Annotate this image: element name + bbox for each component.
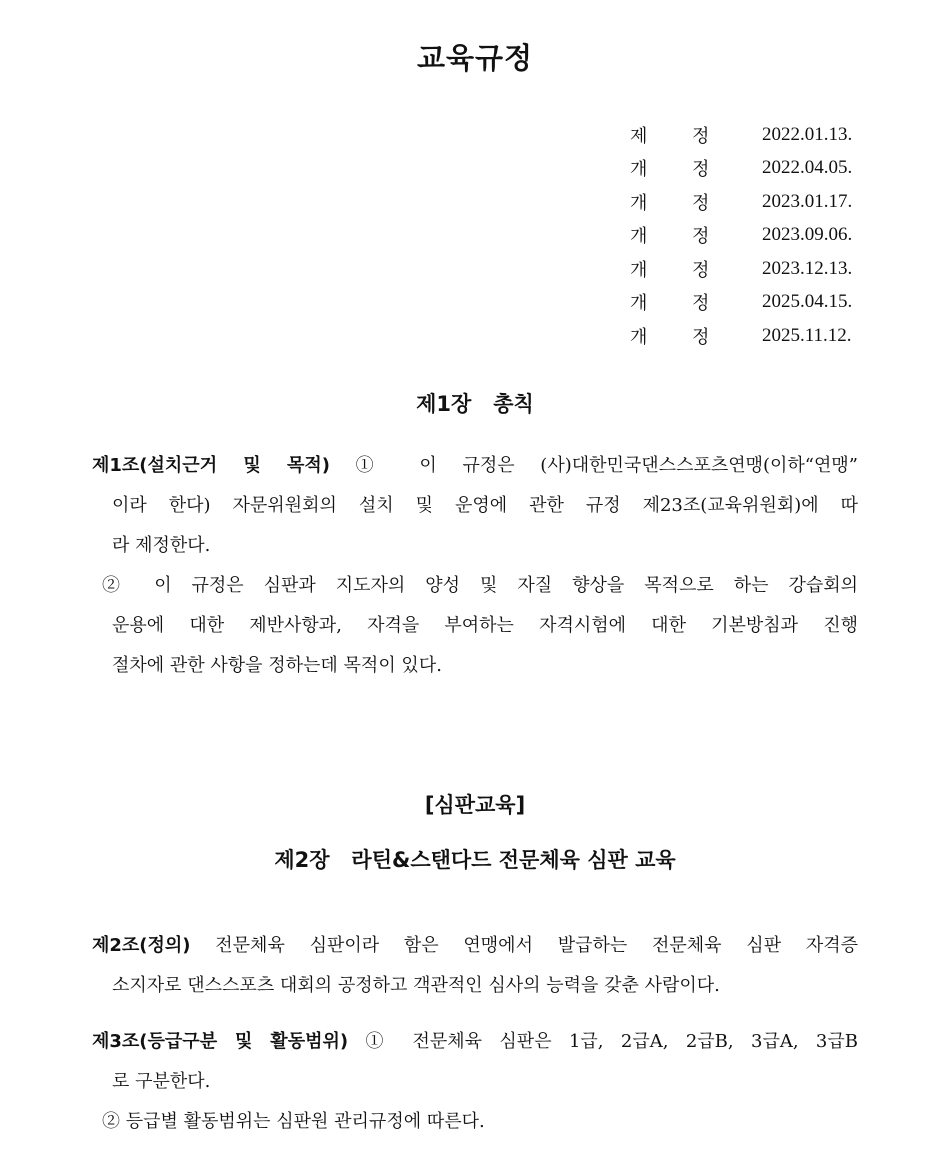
revision-date: 2023.09.06. bbox=[762, 224, 853, 246]
revision-history bbox=[630, 118, 852, 353]
revision-date: 2022.01.13. bbox=[762, 123, 853, 145]
article-1-paragraph-2-line-1: ② 이 규정은 심판과 지도자의 양성 및 자질 향상을 목적으로 하는 강습회의 bbox=[102, 575, 858, 596]
chapter-2-heading: 제2장 라틴&스탠다드 전문체육 심판 교육 bbox=[274, 848, 676, 872]
article-1-paragraph-2-line-2: 운용에 대한 제반사항과, 자격을 부여하는 자격시험에 대한 기본방침과 진행 bbox=[112, 615, 858, 636]
revision-row bbox=[630, 118, 852, 152]
article-1-line-2: 이라 한다) 자문위원회의 설치 및 운영에 관한 규정 제23조(교육위원회)에 따 bbox=[112, 495, 858, 516]
revision-date: 2025.11.12. bbox=[762, 324, 852, 346]
revision-type: 개 정 bbox=[630, 192, 710, 214]
revision-type: 개 정 bbox=[630, 226, 710, 248]
revision-type: 개 정 bbox=[630, 159, 710, 181]
revision-type: 개 정 bbox=[630, 259, 710, 281]
revision-date: 2023.01.17. bbox=[762, 190, 853, 212]
revision-date: 2023.12.13. bbox=[762, 257, 853, 279]
section-judge-label: [심판교육] bbox=[424, 793, 526, 817]
article-3-head: 제3조(등급구분 및 활동범위) bbox=[92, 1031, 349, 1052]
article-2 bbox=[92, 926, 858, 1006]
article-3-paragraph-2-line-1: ② 등급별 활동범위는 심판원 관리규정에 따른다. bbox=[102, 1111, 485, 1132]
revision-row bbox=[630, 185, 852, 219]
revision-row bbox=[630, 152, 852, 186]
article-1-line-1: 제1조(설치근거 및 목적) ① 이 규정은 (사)대한민국댄스스포츠연맹(이하“연맹” bbox=[92, 455, 858, 476]
revision-type: 개 정 bbox=[630, 293, 710, 315]
revision-row bbox=[630, 286, 852, 320]
document-title: 교육규정 bbox=[416, 41, 534, 75]
revision-row bbox=[630, 252, 852, 286]
article-3 bbox=[92, 1022, 858, 1142]
article-3-line-2: 로 구분한다. bbox=[112, 1071, 211, 1092]
revision-row bbox=[630, 219, 852, 253]
article-1 bbox=[92, 446, 858, 686]
revision-type: 제 정 bbox=[630, 125, 710, 147]
chapter-1-heading: 제1장 총칙 bbox=[416, 392, 534, 416]
article-2-line-2: 소지자로 댄스스포츠 대회의 공정하고 객관적인 심사의 능력을 갖춘 사람이다. bbox=[112, 975, 720, 996]
article-2-line-1: 제2조(정의) 전문체육 심판이라 함은 연맹에서 발급하는 전문체육 심판 자격증 bbox=[92, 935, 858, 956]
revision-type: 개 정 bbox=[630, 326, 710, 348]
revision-row bbox=[630, 319, 852, 353]
revision-date: 2022.04.05. bbox=[762, 157, 853, 179]
article-1-head: 제1조(설치근거 및 목적) bbox=[92, 455, 330, 476]
article-1-line-3: 라 제정한다. bbox=[112, 535, 211, 556]
article-2-head: 제2조(정의) bbox=[92, 935, 191, 956]
article-1-paragraph-2-line-3: 절차에 관한 사항을 정하는데 목적이 있다. bbox=[112, 655, 442, 676]
article-3-line-1: 제3조(등급구분 및 활동범위) ① 전문체육 심판은 1급, 2급A, 2급B, 3급A, 3급B bbox=[92, 1031, 859, 1052]
revision-date: 2025.04.15. bbox=[762, 291, 853, 313]
